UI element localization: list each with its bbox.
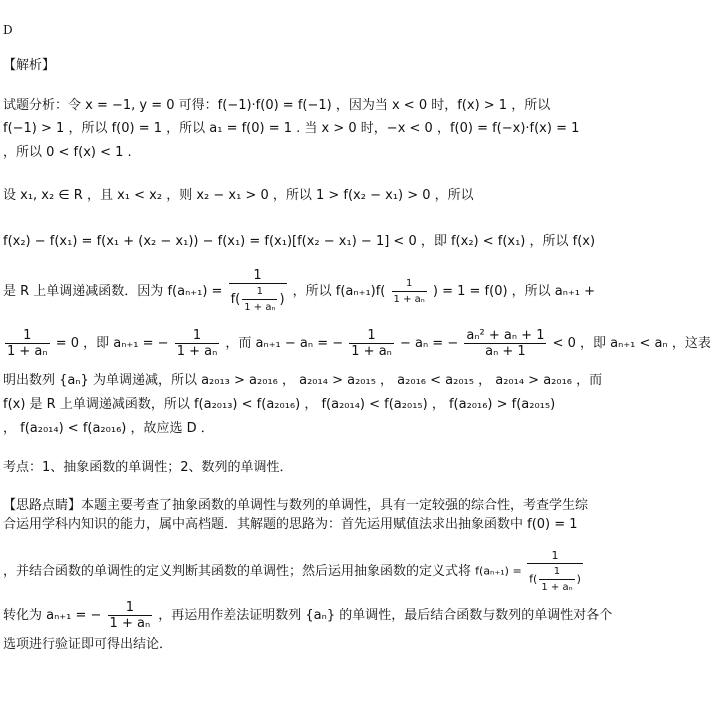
inner-num: 1 — [242, 284, 277, 300]
fraction-den — [229, 284, 287, 315]
fraction-den: aₙ + 1 — [485, 344, 526, 359]
answer-letter: D — [3, 23, 13, 37]
f-close: ) — [279, 292, 285, 307]
analysis-line-6 — [3, 268, 595, 315]
inner-num: 1 — [539, 564, 574, 580]
fraction-num: 1 — [349, 328, 394, 344]
text-segment: 是 R 上单调递减函数．因为 — [3, 284, 164, 299]
text-segment: = 0 ，即 aₙ₊₁ = − — [55, 336, 169, 351]
fraction-den: 1 + aₙ — [351, 344, 392, 359]
fraction — [464, 328, 546, 359]
f-an1: f(aₙ₊₁) = — [167, 284, 223, 299]
inner-fraction — [539, 564, 574, 595]
fraction-num: 1 — [175, 328, 220, 344]
text-segment: ，并结合函数的单调性的定义判断其函数的单调性；然后运用抽象函数的定义式将 — [3, 564, 472, 579]
analysis-line-4: 设 x₁, x₂ ∈ R ，且 x₁ < x₂ ，则 x₂ − x₁ > 0 ，所以 1 > f(x₂ − x₁) > 0 ，所以 — [3, 188, 474, 203]
fraction — [5, 328, 50, 359]
fraction-den: 1 + aₙ — [7, 344, 48, 359]
f-an1: f(aₙ₊₁) = — [475, 564, 522, 578]
fraction-den: 1 + aₙ — [393, 294, 425, 305]
text-segment: < 0 ，即 aₙ₊₁ < aₙ ，这表 — [552, 336, 711, 351]
analysis-line-2: f(−1) > 1 ，所以 f(0) = 1 ，所以 a₁ = f(0) = 1 . 当 x > 0 时，−x < 0 ，f(0) = f(−x)·f(x) = 1 — [3, 121, 580, 136]
inner-den: 1 + aₙ — [541, 582, 573, 593]
analysis-line-9: f(x) 是 R 上单调递减函数，所以 f(a₂₀₁₃) < f(a₂₀₁₆) ， f(a₂₀₁₄) < f(a₂₀₁₅) ， f(a₂₀₁₆) > f(a₂₀₁₅) — [3, 397, 556, 412]
f-close: ) — [576, 572, 581, 586]
fraction-num: 1 — [5, 328, 50, 344]
fraction-block — [167, 268, 288, 315]
silu-line-3 — [3, 548, 585, 595]
analysis-line-7 — [3, 328, 711, 359]
fraction — [349, 328, 394, 359]
fraction-den: 1 + aₙ — [176, 344, 218, 359]
silu-line-2: 合运用学科内知识的能力，属中高档题．其解题的思路为：首先运用赋值法求出抽象函数中 f(0) = 1 — [3, 517, 578, 532]
fraction-num: 1 — [108, 600, 153, 616]
fraction-block — [475, 548, 585, 595]
fraction — [392, 276, 427, 307]
fraction-den — [527, 564, 583, 595]
analysis-line-8: 明出数列 {aₙ} 为单调递减，所以 a₂₀₁₃ > a₂₀₁₆ ， a₂₀₁₄ > a₂₀₁₅ ， a₂₀₁₆ < a₂₀₁₅ ， a₂₀₁₄ > a₂₀₁₆ ，而 — [3, 373, 603, 388]
section-heading: 【解析】 — [3, 58, 56, 73]
text-segment: ) = 1 = f(0) ，所以 aₙ₊₁ + — [432, 284, 596, 299]
text-segment: 转化为 aₙ₊₁ = − — [3, 608, 102, 623]
silu-line-4 — [3, 600, 612, 631]
f-open: f( — [529, 572, 538, 586]
fraction — [175, 328, 220, 359]
fraction-den: 1 + aₙ — [109, 616, 151, 631]
text-segment: − aₙ = − — [400, 336, 459, 351]
analysis-line-3: ，所以 0 < f(x) < 1 . — [3, 145, 132, 160]
analysis-line-10: ， f(a₂₀₁₄) < f(a₂₀₁₆) ，故应选 D ． — [3, 421, 214, 436]
fraction — [229, 268, 287, 315]
inner-fraction — [242, 284, 277, 315]
silu-line-1: 【思路点睛】本题主要考查了抽象函数的单调性与数列的单调性，具有一定较强的综合性，考查学生综 — [3, 498, 589, 513]
fraction — [527, 548, 583, 595]
inner-den: 1 + aₙ — [244, 302, 276, 313]
fraction — [108, 600, 153, 631]
fraction-num: 1 — [392, 276, 427, 292]
kaodian: 考点：1、抽象函数的单调性；2、数列的单调性． — [3, 460, 293, 475]
f-open: f( — [230, 292, 241, 307]
silu-line-5: 选项进行验证即可得出结论． — [3, 637, 173, 652]
analysis-line-1: 试题分析：令 x = −1, y = 0 可得：f(−1)·f(0) = f(−1) ，因为当 x < 0 时，f(x) > 1 ，所以 — [3, 98, 551, 113]
fraction-num: 1 — [527, 548, 583, 564]
text-segment: ，再运用作差法证明数列 {aₙ} 的单调性，最后结合函数与数列的单调性对各个 — [158, 608, 613, 623]
text-segment: ，所以 f(aₙ₊₁)f( — [292, 284, 386, 299]
fraction-num: 1 — [229, 268, 287, 284]
fraction-num: aₙ² + aₙ + 1 — [466, 328, 545, 343]
text-segment: ，而 aₙ₊₁ − aₙ = − — [225, 336, 344, 351]
analysis-line-5: f(x₂) − f(x₁) = f(x₁ + (x₂ − x₁)) − f(x₁) = f(x₁)[f(x₂ − x₁) − 1] < 0 ，即 f(x₂) < f(x₁) ，所以 f(x) — [3, 234, 596, 249]
